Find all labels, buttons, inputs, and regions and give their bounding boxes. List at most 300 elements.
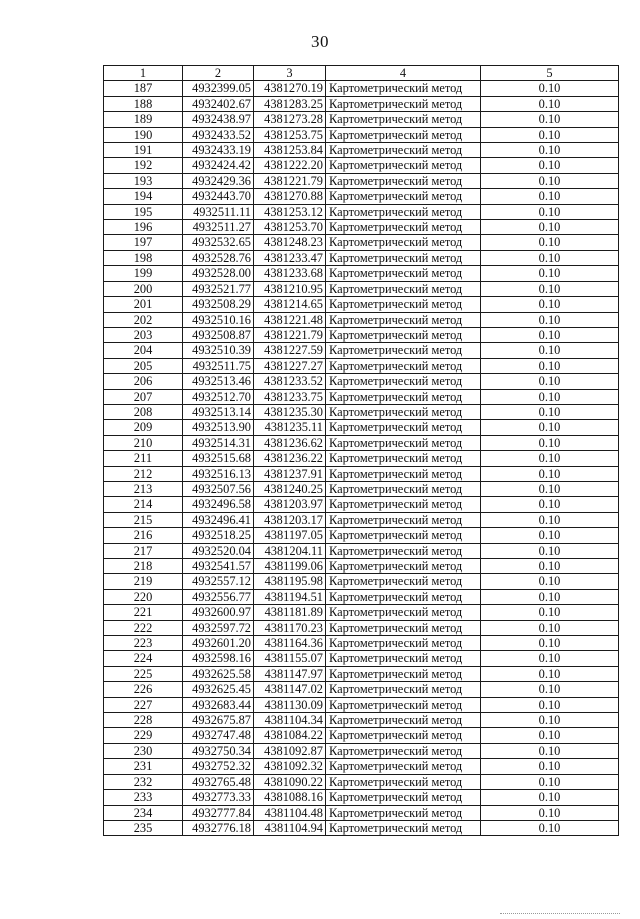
table-row [104,497,619,512]
cell-x-coordinate: 4932747.48 [183,728,254,743]
cell-point-number: 227 [104,697,183,712]
cell-point-number: 194 [104,189,183,204]
cell-method: Картометрический метод [326,666,481,681]
cell-x-coordinate: 4932777.84 [183,805,254,820]
cell-method: Картометрический метод [326,743,481,758]
cell-y-coordinate: 4381237.91 [254,466,326,481]
cell-precision: 0.10 [481,713,619,728]
table-row [104,589,619,604]
cell-y-coordinate: 4381235.30 [254,404,326,419]
table-row [104,420,619,435]
cell-point-number: 216 [104,528,183,543]
table-row [104,466,619,481]
cell-method: Картометрический метод [326,173,481,188]
cell-y-coordinate: 4381221.79 [254,327,326,342]
table-row [104,96,619,111]
table-row [104,682,619,697]
cell-y-coordinate: 4381214.65 [254,297,326,312]
cell-y-coordinate: 4381240.25 [254,481,326,496]
cell-y-coordinate: 4381147.97 [254,666,326,681]
cell-precision: 0.10 [481,404,619,419]
cell-y-coordinate: 4381221.48 [254,312,326,327]
table-row [104,543,619,558]
cell-point-number: 213 [104,481,183,496]
column-header-x-coordinate: 2 [183,66,254,81]
cell-point-number: 232 [104,774,183,789]
cell-y-coordinate: 4381195.98 [254,574,326,589]
cell-x-coordinate: 4932598.16 [183,651,254,666]
cell-point-number: 220 [104,589,183,604]
cell-y-coordinate: 4381253.75 [254,127,326,142]
cell-y-coordinate: 4381204.11 [254,543,326,558]
cell-precision: 0.10 [481,358,619,373]
table-row [104,189,619,204]
cell-x-coordinate: 4932528.76 [183,250,254,265]
coordinates-table [103,65,619,836]
table-row [104,713,619,728]
cell-precision: 0.10 [481,620,619,635]
table-row [104,728,619,743]
cell-precision: 0.10 [481,189,619,204]
cell-point-number: 233 [104,790,183,805]
table-row [104,112,619,127]
cell-point-number: 190 [104,127,183,142]
cell-y-coordinate: 4381270.19 [254,81,326,96]
cell-x-coordinate: 4932507.56 [183,481,254,496]
cell-x-coordinate: 4932515.68 [183,451,254,466]
cell-point-number: 201 [104,297,183,312]
cell-method: Картометрический метод [326,127,481,142]
cell-y-coordinate: 4381130.09 [254,697,326,712]
cell-method: Картометрический метод [326,512,481,527]
cell-precision: 0.10 [481,81,619,96]
header-row [104,66,619,81]
cell-point-number: 221 [104,605,183,620]
cell-y-coordinate: 4381170.23 [254,620,326,635]
cell-point-number: 196 [104,220,183,235]
cell-x-coordinate: 4932511.27 [183,220,254,235]
table-row [104,281,619,296]
cell-point-number: 207 [104,389,183,404]
cell-point-number: 210 [104,435,183,450]
cell-point-number: 195 [104,204,183,219]
cell-point-number: 198 [104,250,183,265]
cell-method: Картометрический метод [326,404,481,419]
table-row [104,327,619,342]
cell-method: Картометрический метод [326,189,481,204]
cell-method: Картометрический метод [326,774,481,789]
cell-x-coordinate: 4932513.46 [183,374,254,389]
cell-precision: 0.10 [481,820,619,835]
table-row [104,297,619,312]
cell-y-coordinate: 4381233.68 [254,266,326,281]
table-row [104,235,619,250]
cell-x-coordinate: 4932511.11 [183,204,254,219]
cell-point-number: 230 [104,743,183,758]
cell-precision: 0.10 [481,158,619,173]
table-row [104,481,619,496]
cell-point-number: 231 [104,759,183,774]
table-row [104,774,619,789]
cell-method: Картометрический метод [326,327,481,342]
cell-y-coordinate: 4381203.17 [254,512,326,527]
cell-y-coordinate: 4381270.88 [254,189,326,204]
cell-x-coordinate: 4932402.67 [183,96,254,111]
cell-x-coordinate: 4932556.77 [183,589,254,604]
cell-y-coordinate: 4381199.06 [254,559,326,574]
cell-x-coordinate: 4932429.36 [183,173,254,188]
cell-method: Картометрический метод [326,250,481,265]
table-row [104,512,619,527]
cell-x-coordinate: 4932511.75 [183,358,254,373]
cell-x-coordinate: 4932750.34 [183,743,254,758]
cell-point-number: 208 [104,404,183,419]
cell-method: Картометрический метод [326,820,481,835]
cell-precision: 0.10 [481,790,619,805]
cell-point-number: 225 [104,666,183,681]
cell-precision: 0.10 [481,651,619,666]
cell-method: Картометрический метод [326,636,481,651]
cell-precision: 0.10 [481,281,619,296]
cell-precision: 0.10 [481,250,619,265]
cell-point-number: 197 [104,235,183,250]
cell-y-coordinate: 4381227.59 [254,343,326,358]
cell-method: Картометрический метод [326,466,481,481]
cell-point-number: 209 [104,420,183,435]
table-row [104,343,619,358]
cell-method: Картометрический метод [326,481,481,496]
footer-scan-mark [500,913,620,916]
cell-x-coordinate: 4932765.48 [183,774,254,789]
cell-point-number: 224 [104,651,183,666]
cell-precision: 0.10 [481,420,619,435]
cell-precision: 0.10 [481,774,619,789]
cell-method: Картометрический метод [326,281,481,296]
cell-y-coordinate: 4381210.95 [254,281,326,296]
cell-method: Картометрический метод [326,759,481,774]
cell-point-number: 211 [104,451,183,466]
cell-method: Картометрический метод [326,651,481,666]
cell-method: Картометрический метод [326,374,481,389]
cell-method: Картометрический метод [326,559,481,574]
cell-method: Картометрический метод [326,728,481,743]
cell-method: Картометрический метод [326,204,481,219]
cell-precision: 0.10 [481,451,619,466]
cell-point-number: 228 [104,713,183,728]
cell-point-number: 214 [104,497,183,512]
table-row [104,173,619,188]
cell-method: Картометрический метод [326,713,481,728]
cell-precision: 0.10 [481,805,619,820]
cell-precision: 0.10 [481,728,619,743]
cell-precision: 0.10 [481,743,619,758]
cell-x-coordinate: 4932528.00 [183,266,254,281]
table-row [104,620,619,635]
cell-point-number: 187 [104,81,183,96]
table-row [104,759,619,774]
cell-point-number: 204 [104,343,183,358]
cell-y-coordinate: 4381236.22 [254,451,326,466]
cell-method: Картометрический метод [326,420,481,435]
cell-y-coordinate: 4381090.22 [254,774,326,789]
cell-precision: 0.10 [481,589,619,604]
table-row [104,127,619,142]
column-header-point-number: 1 [104,66,183,81]
cell-method: Картометрический метод [326,312,481,327]
cell-x-coordinate: 4932508.29 [183,297,254,312]
cell-method: Картометрический метод [326,143,481,158]
cell-y-coordinate: 4381233.52 [254,374,326,389]
cell-y-coordinate: 4381092.87 [254,743,326,758]
table-row [104,636,619,651]
cell-precision: 0.10 [481,543,619,558]
cell-precision: 0.10 [481,497,619,512]
cell-point-number: 202 [104,312,183,327]
table-row [104,312,619,327]
cell-y-coordinate: 4381253.12 [254,204,326,219]
page-number: 30 [311,32,329,51]
cell-x-coordinate: 4932433.52 [183,127,254,142]
cell-point-number: 219 [104,574,183,589]
cell-point-number: 192 [104,158,183,173]
table-row [104,820,619,835]
cell-y-coordinate: 4381104.94 [254,820,326,835]
cell-point-number: 203 [104,327,183,342]
table-row [104,805,619,820]
cell-point-number: 205 [104,358,183,373]
cell-precision: 0.10 [481,374,619,389]
cell-precision: 0.10 [481,389,619,404]
cell-y-coordinate: 4381084.22 [254,728,326,743]
cell-point-number: 199 [104,266,183,281]
cell-precision: 0.10 [481,112,619,127]
cell-method: Картометрический метод [326,574,481,589]
cell-precision: 0.10 [481,605,619,620]
cell-precision: 0.10 [481,697,619,712]
cell-method: Картометрический метод [326,297,481,312]
cell-method: Картометрический метод [326,158,481,173]
cell-x-coordinate: 4932399.05 [183,81,254,96]
table-row [104,651,619,666]
cell-precision: 0.10 [481,666,619,681]
cell-point-number: 222 [104,620,183,635]
cell-x-coordinate: 4932518.25 [183,528,254,543]
cell-y-coordinate: 4381197.05 [254,528,326,543]
cell-method: Картометрический метод [326,605,481,620]
cell-y-coordinate: 4381222.20 [254,158,326,173]
table-row [104,574,619,589]
cell-x-coordinate: 4932496.58 [183,497,254,512]
cell-precision: 0.10 [481,297,619,312]
cell-precision: 0.10 [481,435,619,450]
cell-x-coordinate: 4932776.18 [183,820,254,835]
cell-precision: 0.10 [481,312,619,327]
cell-x-coordinate: 4932512.70 [183,389,254,404]
cell-y-coordinate: 4381253.70 [254,220,326,235]
column-header-method: 4 [326,66,481,81]
table-row [104,790,619,805]
table-row [104,250,619,265]
cell-method: Картометрический метод [326,389,481,404]
cell-precision: 0.10 [481,266,619,281]
cell-method: Картометрический метод [326,697,481,712]
table-row [104,451,619,466]
cell-point-number: 223 [104,636,183,651]
cell-x-coordinate: 4932513.14 [183,404,254,419]
table-row [104,81,619,96]
cell-precision: 0.10 [481,235,619,250]
cell-y-coordinate: 4381155.07 [254,651,326,666]
cell-precision: 0.10 [481,220,619,235]
cell-y-coordinate: 4381248.23 [254,235,326,250]
table-row [104,435,619,450]
table-row [104,358,619,373]
table-row [104,404,619,419]
table-row [104,666,619,681]
coordinates-table-container [103,65,619,836]
cell-x-coordinate: 4932516.13 [183,466,254,481]
cell-x-coordinate: 4932532.65 [183,235,254,250]
cell-precision: 0.10 [481,204,619,219]
cell-point-number: 215 [104,512,183,527]
table-row [104,204,619,219]
table-row [104,559,619,574]
cell-point-number: 235 [104,820,183,835]
cell-y-coordinate: 4381092.32 [254,759,326,774]
column-header-y-coordinate: 3 [254,66,326,81]
cell-precision: 0.10 [481,759,619,774]
cell-method: Картометрический метод [326,543,481,558]
table-row [104,143,619,158]
column-header-precision: 5 [481,66,619,81]
cell-method: Картометрический метод [326,435,481,450]
cell-x-coordinate: 4932433.19 [183,143,254,158]
table-row [104,605,619,620]
cell-method: Картометрический метод [326,96,481,111]
cell-method: Картометрический метод [326,343,481,358]
cell-precision: 0.10 [481,466,619,481]
cell-x-coordinate: 4932752.32 [183,759,254,774]
cell-x-coordinate: 4932683.44 [183,697,254,712]
cell-x-coordinate: 4932521.77 [183,281,254,296]
cell-method: Картометрический метод [326,112,481,127]
cell-point-number: 218 [104,559,183,574]
cell-point-number: 191 [104,143,183,158]
table-row [104,266,619,281]
cell-x-coordinate: 4932675.87 [183,713,254,728]
table-row [104,220,619,235]
cell-y-coordinate: 4381227.27 [254,358,326,373]
cell-y-coordinate: 4381235.11 [254,420,326,435]
cell-x-coordinate: 4932510.16 [183,312,254,327]
cell-precision: 0.10 [481,96,619,111]
cell-point-number: 229 [104,728,183,743]
table-body [104,81,619,836]
cell-y-coordinate: 4381104.48 [254,805,326,820]
cell-method: Картометрический метод [326,805,481,820]
cell-x-coordinate: 4932443.70 [183,189,254,204]
cell-y-coordinate: 4381236.62 [254,435,326,450]
cell-x-coordinate: 4932510.39 [183,343,254,358]
cell-precision: 0.10 [481,559,619,574]
cell-method: Картометрический метод [326,790,481,805]
cell-x-coordinate: 4932514.31 [183,435,254,450]
table-row [104,389,619,404]
cell-point-number: 206 [104,374,183,389]
cell-x-coordinate: 4932508.87 [183,327,254,342]
cell-precision: 0.10 [481,512,619,527]
cell-x-coordinate: 4932520.04 [183,543,254,558]
cell-y-coordinate: 4381181.89 [254,605,326,620]
table-row [104,743,619,758]
cell-precision: 0.10 [481,481,619,496]
cell-method: Картометрический метод [326,358,481,373]
table-row [104,374,619,389]
cell-method: Картометрический метод [326,682,481,697]
cell-precision: 0.10 [481,173,619,188]
cell-method: Картометрический метод [326,81,481,96]
cell-point-number: 234 [104,805,183,820]
cell-point-number: 226 [104,682,183,697]
cell-method: Картометрический метод [326,451,481,466]
cell-y-coordinate: 4381194.51 [254,589,326,604]
table-header [104,66,619,81]
table-row [104,158,619,173]
cell-y-coordinate: 4381273.28 [254,112,326,127]
cell-method: Картометрический метод [326,589,481,604]
cell-y-coordinate: 4381253.84 [254,143,326,158]
cell-precision: 0.10 [481,574,619,589]
cell-point-number: 217 [104,543,183,558]
cell-point-number: 212 [104,466,183,481]
cell-precision: 0.10 [481,143,619,158]
cell-x-coordinate: 4932601.20 [183,636,254,651]
cell-x-coordinate: 4932496.41 [183,512,254,527]
cell-x-coordinate: 4932513.90 [183,420,254,435]
cell-y-coordinate: 4381233.75 [254,389,326,404]
cell-x-coordinate: 4932600.97 [183,605,254,620]
cell-precision: 0.10 [481,327,619,342]
cell-y-coordinate: 4381104.34 [254,713,326,728]
cell-method: Картометрический метод [326,497,481,512]
table-row [104,528,619,543]
cell-x-coordinate: 4932625.58 [183,666,254,681]
cell-point-number: 189 [104,112,183,127]
cell-y-coordinate: 4381233.47 [254,250,326,265]
cell-x-coordinate: 4932438.97 [183,112,254,127]
cell-method: Картометрический метод [326,266,481,281]
cell-y-coordinate: 4381283.25 [254,96,326,111]
cell-precision: 0.10 [481,343,619,358]
cell-method: Картометрический метод [326,528,481,543]
cell-method: Картометрический метод [326,235,481,250]
cell-x-coordinate: 4932541.57 [183,559,254,574]
cell-method: Картометрический метод [326,220,481,235]
cell-x-coordinate: 4932597.72 [183,620,254,635]
cell-precision: 0.10 [481,127,619,142]
cell-method: Картометрический метод [326,620,481,635]
cell-point-number: 200 [104,281,183,296]
cell-y-coordinate: 4381147.02 [254,682,326,697]
cell-x-coordinate: 4932424.42 [183,158,254,173]
cell-precision: 0.10 [481,682,619,697]
cell-x-coordinate: 4932557.12 [183,574,254,589]
cell-y-coordinate: 4381221.79 [254,173,326,188]
cell-x-coordinate: 4932625.45 [183,682,254,697]
cell-precision: 0.10 [481,636,619,651]
table-row [104,697,619,712]
cell-point-number: 188 [104,96,183,111]
